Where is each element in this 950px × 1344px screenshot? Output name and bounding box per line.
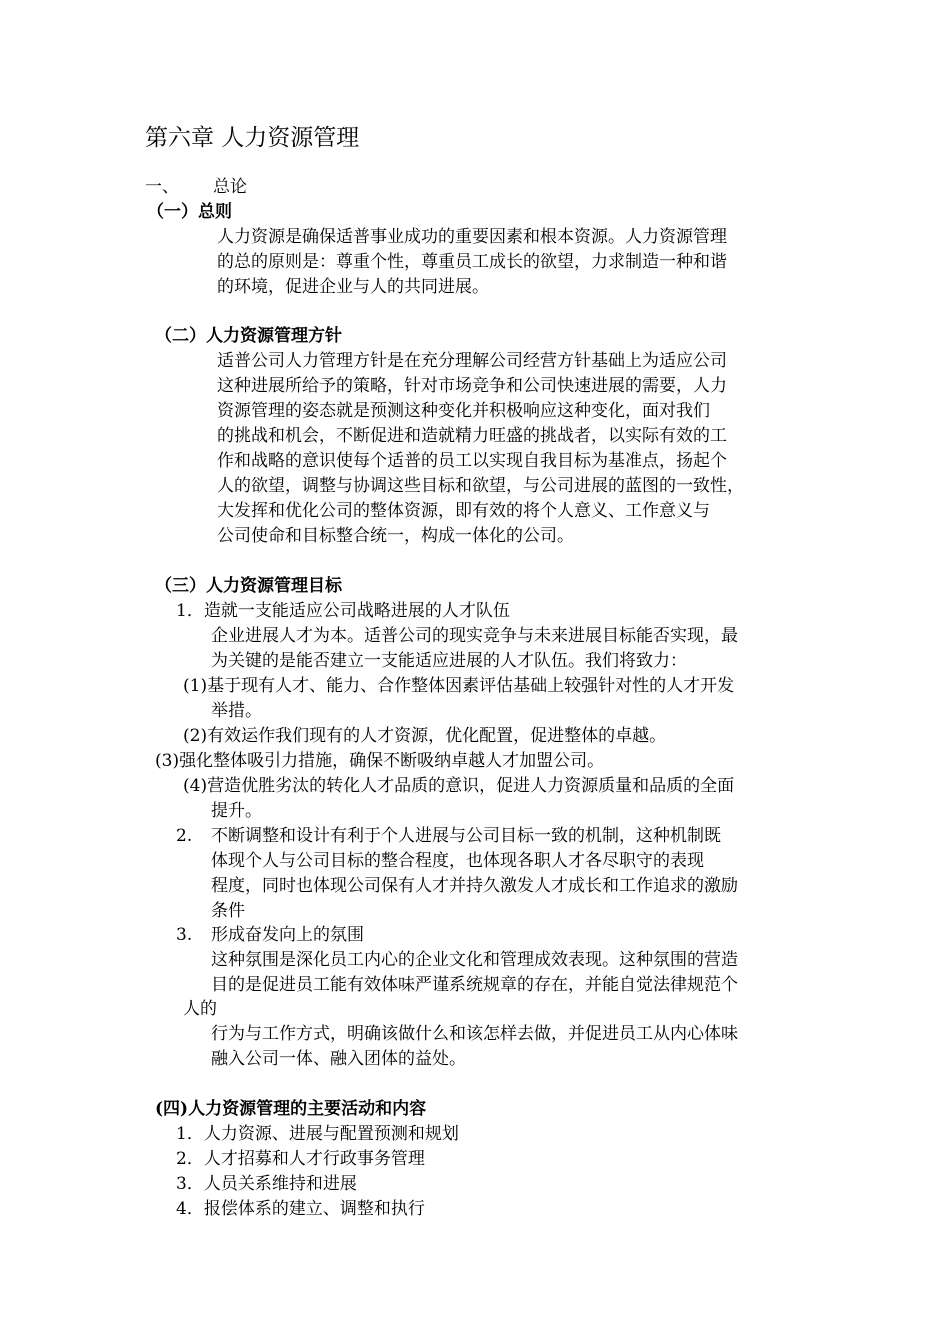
paragraph-line: 资源管理的姿态就是预测这种变化并积极响应这种变化，面对我们 [217,401,710,421]
sub-list-item: (3)强化整体吸引力措施，确保不断吸纳卓越人才加盟公司。 [155,751,605,771]
paragraph-line: 体现个人与公司目标的整合程度，也体现各职人才各尽职守的表现 [211,851,704,871]
sub-list-item: (1)基于现有人才、能力、合作整体因素评估基础上较强针对性的人才开发 [183,676,735,696]
subsection-heading-3: （三）人力资源管理目标 [155,576,342,596]
sub-list-item: (2)有效运作我们现有的人才资源，优化配置，促进整体的卓越。 [183,726,667,746]
paragraph-line: 的挑战和机会，不断促进和造就精力旺盛的挑战者，以实际有效的工 [217,426,727,446]
paragraph-line: 企业进展人才为本。适普公司的现实竞争与未来进展目标能否实现，最 [211,626,738,646]
paragraph-line: 行为与工作方式，明确该做什么和该怎样去做，并促进员工从内心体味 [211,1024,738,1044]
paragraph-line: 这种氛围是深化员工内心的企业文化和管理成效表现。这种氛围的营造 [211,950,738,970]
paragraph-line: 公司使命和目标整合统一，构成一体化的公司。 [217,526,574,546]
section-number: 一、 [145,177,179,197]
list-item: 3．人员关系维持和进展 [176,1174,357,1194]
list-item: 1．人力资源、进展与配置预测和规划 [176,1124,459,1144]
subsection-heading-4: (四)人力资源管理的主要活动和内容 [155,1099,427,1119]
paragraph-line: 融入公司一体、融入团体的益处。 [211,1049,466,1069]
paragraph-line: 为关键的是能否建立一支能适应进展的人才队伍。我们将致力： [211,651,687,671]
list-item: 2．人才招募和人才行政事务管理 [176,1149,425,1169]
paragraph-line: 的总的原则是：尊重个性，尊重员工成长的欲望，力求制造一种和谐 [217,252,727,272]
sub-list-item-continued: 提升。 [211,801,262,821]
list-item-number: 2. [176,826,193,846]
list-item-title: 形成奋发向上的氛围 [211,925,364,945]
subsection-heading-2: （二）人力资源管理方针 [155,326,342,346]
sub-list-item: (4)营造优胜劣汰的转化人才品质的意识，促进人力资源质量和品质的全面 [183,776,735,796]
paragraph-line: 不断调整和设计有利于个人进展与公司目标一致的机制，这种机制既 [211,826,721,846]
list-item-number: 3. [176,925,193,945]
paragraph-line: 条件 [211,901,245,921]
chapter-title: 第六章 人力资源管理 [145,125,360,151]
paragraph-line: 大发挥和优化公司的整体资源，即有效的将个人意义、工作意义与 [217,501,710,521]
paragraph-line: 作和战略的意识使每个适普的员工以实现自我目标为基准点，扬起个 [217,451,727,471]
paragraph-line: 人的 [183,999,217,1019]
paragraph-line: 的环境，促进企业与人的共同进展。 [217,277,489,297]
paragraph-line: 目的是促进员工能有效体味严谨系统规章的存在，并能自觉法律规范个 [211,975,738,995]
subsection-heading-1: （一）总则 [147,202,232,222]
sub-list-item-continued: 举措。 [211,701,262,721]
paragraph-line: 适普公司人力管理方针是在充分理解公司经营方针基础上为适应公司 [217,351,727,371]
paragraph-line: 人力资源是确保适普事业成功的重要因素和根本资源。人力资源管理 [217,227,727,247]
list-item-title: 1．造就一支能适应公司战略进展的人才队伍 [176,601,510,621]
section-title: 总论 [213,177,247,197]
paragraph-line: 人的欲望，调整与协调这些目标和欲望，与公司进展的蓝图的一致性， [217,476,744,496]
list-item: 4．报偿体系的建立、调整和执行 [176,1199,425,1219]
paragraph-line: 程度，同时也体现公司保有人才并持久激发人才成长和工作追求的激励 [211,876,738,896]
paragraph-line: 这种进展所给予的策略，针对市场竞争和公司快速进展的需要，人力 [217,376,727,396]
